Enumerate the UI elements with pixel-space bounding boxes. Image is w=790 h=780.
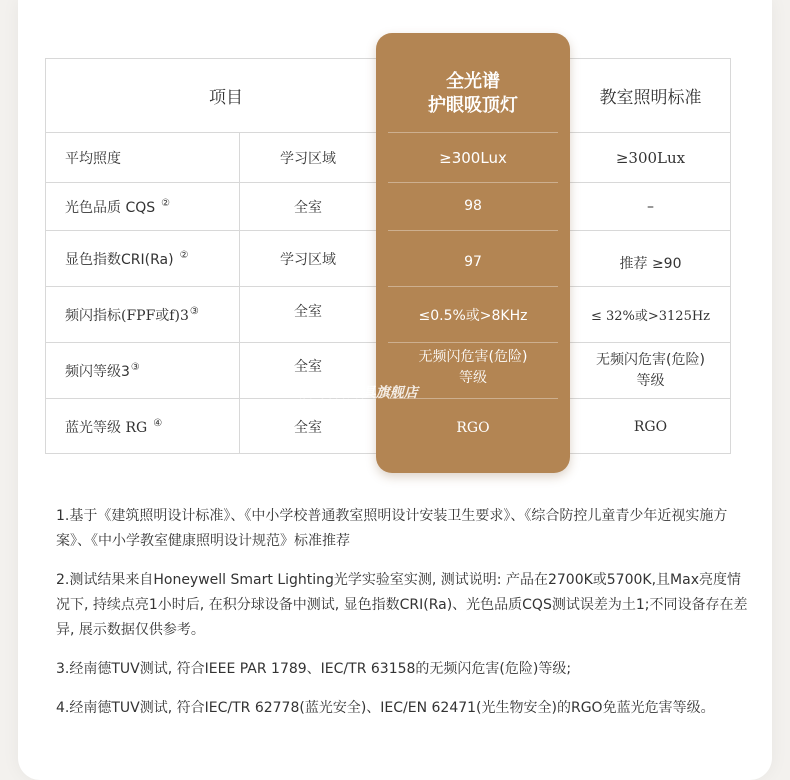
row-area: 全室 [294, 419, 322, 436]
footnote-4: 4.经南德TUV测试, 符合IEC/TR 62778(蓝光安全)、IEC/EN 62471(光生物安全)的RGO免蓝光危害等级。 [56, 700, 715, 716]
row-standard: 无频闪危害(危险) 等级 [596, 351, 705, 389]
footnotes [56, 504, 750, 735]
footnote-marker: ② [179, 250, 189, 261]
product-value: 97 [464, 253, 482, 270]
row-area: 学习区域 [280, 150, 336, 167]
product-value: 98 [464, 197, 482, 214]
row-area: 全室 [294, 358, 322, 375]
row-name: 光色品质 CQS ② [65, 198, 171, 216]
row-standard: – [647, 198, 654, 215]
row-standard: ≥300Lux [615, 148, 686, 167]
footnote-1: 1.基于《建筑照明设计标准》、《中小学校普通教室照明设计安装卫生要求》、《综合防控儿童青少年近视实施方案》、《中小学教室健康照明设计规范》标准推荐 [56, 508, 728, 549]
row-area: 全室 [294, 199, 322, 216]
footnote-marker: ④ [153, 418, 163, 429]
header-standard: 教室照明标准 [599, 87, 702, 108]
header-item: 项目 [209, 87, 243, 108]
row-name: 蓝光等级 RG ④ [65, 418, 163, 436]
footnote-marker: ② [161, 198, 171, 209]
product-value: ≥300Lux [439, 148, 507, 167]
product-value: RGO [456, 420, 490, 436]
row-name: 平均照度 [65, 150, 121, 167]
highlight-divider [388, 342, 558, 343]
footnote-2: 2.测试结果来自Honeywell Smart Lighting光学实验室实测, 测试说明: 产品在2700K或5700K,且Max亮度情况下, 持续点亮1小时后, 在积分球设备中测试, 显色指数CRI(Ra)、光色品质CQS测试误差为土1;不同设备存在差异, 展示数据仅供参考。 [56, 572, 748, 638]
row-standard: ≤ 32%或>3125Hz [590, 309, 711, 324]
product-column-title: 全光谱 护眼吸顶灯 [428, 71, 518, 116]
row-area: 学习区域 [280, 251, 336, 268]
row-standard: RGO [633, 418, 668, 435]
row-name: 显色指数CRI(Ra) ② [65, 250, 189, 268]
watermark-text: 店-古特灯具旗舰店 [300, 385, 418, 401]
footnote-marker: ③ [189, 306, 199, 317]
product-value: ≤0.5%或>8KHz [418, 307, 528, 324]
footnote-3: 3.经南德TUV测试, 符合IEEE PAR 1789、IEC/TR 63158的无频闪危害(危险)等级; [56, 661, 572, 677]
row-standard: 推荐 ≥90 [619, 255, 682, 272]
product-value: 无频闪危害(危险) 等级 [418, 349, 528, 386]
footnote-marker: ③ [130, 362, 140, 373]
row-area: 全室 [294, 304, 322, 320]
row-name: 频闪指标(FPF或f)3 ③ [65, 306, 199, 324]
row-name: 频闪等级3 ③ [65, 362, 140, 380]
